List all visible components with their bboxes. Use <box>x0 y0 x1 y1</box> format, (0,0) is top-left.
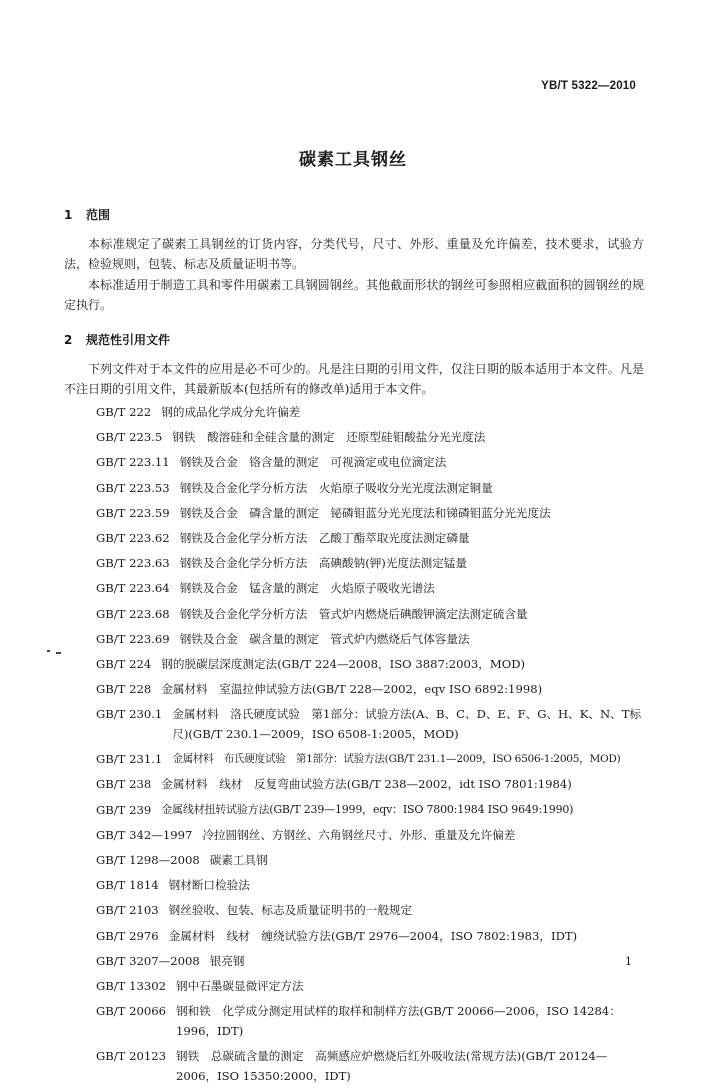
reference-code: GB/T 224 <box>96 656 152 671</box>
reference-title: 钢铁及合金化学分析方法 高碘酸钠(钾)光度法测定锰量 <box>179 556 467 571</box>
reference-item <box>96 654 646 674</box>
scope-paragraph-2: 本标准适用于制造工具和零件用碳素工具钢圆钢丝。其他截面形状的钢丝可参照相应截面积的圆钢丝的规定执行。 <box>64 278 644 312</box>
reference-item <box>96 452 646 472</box>
reference-title: 钢铁及合金化学分析方法 火焰原子吸收分光光度法测定铜量 <box>179 480 493 495</box>
reference-code: GB/T 1814 <box>96 878 159 893</box>
scan-speck <box>56 652 61 654</box>
scope-paragraph-1: 本标准规定了碳素工具钢丝的订货内容，分类代号，尺寸、外形、重量及允许偏差，技术要求，试验方法，检验规则，包装、标志及质量证明书等。 <box>64 237 644 271</box>
section-heading-normative-references <box>64 331 170 348</box>
reference-title: 钢铁及合金化学分析方法 乙酸丁酯萃取光度法测定磷量 <box>179 530 470 545</box>
reference-item <box>96 976 646 996</box>
reference-code: GB/T 223.11 <box>96 455 170 470</box>
reference-item <box>96 528 646 548</box>
reference-item <box>96 629 646 649</box>
reference-code: GB/T 20123 <box>96 1049 166 1064</box>
reference-item <box>96 704 646 744</box>
reference-code: GB/T 223.59 <box>96 505 170 520</box>
reference-item <box>96 402 646 422</box>
reference-title: 钢铁 总碳硫含量的测定 高频感应炉燃烧后红外吸收法(常规方法)(GB/T 20124—2006，ISO 15350:2000，IDT) <box>176 1049 608 1084</box>
reference-code: GB/T 20066 <box>96 1004 166 1019</box>
section-heading-scope <box>64 206 110 223</box>
document-title: 碳素工具钢丝 <box>299 150 407 170</box>
reference-code: GB/T 223.64 <box>96 581 170 596</box>
reference-code: GB/T 222 <box>96 405 152 419</box>
section-title: 范围 <box>86 208 111 222</box>
reference-title: 钢铁及合金化学分析方法 管式炉内燃烧后碘酸钾滴定法测定硫含量 <box>179 606 528 621</box>
reference-item <box>96 900 646 920</box>
section-number: 2 <box>64 333 73 347</box>
reference-item <box>96 679 646 699</box>
reference-title: 金属线材扭转试验方法(GB/T 239—1999，eqv：ISO 7800:1984 ISO 9649:1990) <box>161 802 574 816</box>
reference-item <box>96 427 646 447</box>
standard-code: YB/T 5322—2010 <box>541 80 636 92</box>
reference-title: 钢铁及合金 铬含量的测定 可视滴定或电位滴定法 <box>179 455 447 470</box>
reference-code: GB/T 342—1997 <box>96 827 193 842</box>
references-intro-paragraph: 下列文件对于本文件的应用是必不可少的。凡是注日期的引用文件，仅注日期的版本适用于本文件。凡是不注日期的引用文件，其最新版本(包括所有的修改单)适用于本文件。 <box>64 362 644 396</box>
reference-code: GB/T 239 <box>96 802 152 817</box>
reference-title: 冷拉圆钢丝、方钢丝、六角钢丝尺寸、外形、重量及允许偏差 <box>202 827 516 842</box>
reference-item <box>96 774 646 794</box>
reference-title: 金属材料 线材 缠绕试验方法(GB/T 2976—2004，ISO 7802:1983，IDT) <box>168 928 578 943</box>
reference-item <box>96 926 646 946</box>
reference-code: GB/T 1298—2008 <box>96 853 200 867</box>
reference-list <box>96 402 646 1091</box>
reference-code: GB/T 223.62 <box>96 530 170 545</box>
reference-title: 钢铁及合金 锰含量的测定 火焰原子吸收光谱法 <box>179 581 435 596</box>
reference-item <box>96 578 646 598</box>
reference-code: GB/T 223.69 <box>96 631 170 646</box>
reference-title: 钢和铁 化学成分测定用试样的取样和制样方法(GB/T 20066—2006，ISO 14284：1996，IDT) <box>176 1004 621 1039</box>
reference-code: GB/T 230.1 <box>96 707 163 722</box>
reference-code: GB/T 228 <box>96 682 152 697</box>
reference-item <box>96 749 646 769</box>
reference-title: 碳素工具钢 <box>209 853 268 867</box>
section-number: 1 <box>64 208 73 222</box>
reference-code: GB/T 223.53 <box>96 480 170 495</box>
reference-title: 钢中石墨碳显微评定方法 <box>176 978 304 993</box>
reference-code: GB/T 223.68 <box>96 606 170 621</box>
reference-item <box>96 553 646 573</box>
reference-item <box>96 1001 646 1041</box>
reference-code: GB/T 231.1 <box>96 752 163 767</box>
reference-title: 金属材料 布氏硬度试验 第1部分：试验方法(GB/T 231.1—2009，ISO 6506-1:2005，MOD) <box>172 753 621 766</box>
reference-title: 金属材料 室温拉伸试验方法(GB/T 228—2002，eqv ISO 6892:1998) <box>161 682 543 697</box>
scan-speck <box>47 650 50 652</box>
reference-title: 钢材断口检验法 <box>168 878 250 893</box>
reference-code: GB/T 238 <box>96 777 152 792</box>
reference-title: 钢的成品化学成分允许偏差 <box>161 405 301 419</box>
section-title: 规范性引用文件 <box>86 333 171 347</box>
reference-item <box>96 800 646 820</box>
reference-item <box>96 951 646 971</box>
reference-item <box>96 604 646 624</box>
reference-title: 钢铁及合金 磷含量的测定 铋磷钼蓝分光光度法和锑磷钼蓝分光光度法 <box>179 505 551 520</box>
reference-code: GB/T 223.5 <box>96 430 163 445</box>
reference-item <box>96 1046 646 1086</box>
reference-title: 钢的脱碳层深度测定法(GB/T 224—2008，ISO 3887:2003，MOD) <box>161 656 526 671</box>
reference-item <box>96 825 646 845</box>
reference-code: GB/T 2103 <box>96 903 159 918</box>
reference-code: GB/T 13302 <box>96 978 166 993</box>
reference-title: 银亮钢 <box>209 953 245 968</box>
reference-title: 钢丝验收、包装、标志及质量证明书的一般规定 <box>168 903 413 918</box>
reference-title: 钢铁 酸溶硅和全硅含量的测定 还原型硅钼酸盐分光光度法 <box>172 430 486 445</box>
reference-code: GB/T 223.63 <box>96 556 170 571</box>
reference-code: GB/T 3207—2008 <box>96 953 200 968</box>
reference-title: 金属材料 洛氏硬度试验 第1部分：试验方法(A、B、C、D、E、F、G、H、K、N、T标尺)(GB/T 230.1—2009，ISO 6508-1:2005，MOD) <box>172 707 642 742</box>
reference-code: GB/T 2976 <box>96 928 159 943</box>
reference-item <box>96 850 646 870</box>
page-number: 1 <box>625 955 632 968</box>
reference-title: 金属材料 线材 反复弯曲试验方法(GB/T 238—2002，idt ISO 7801:1984) <box>161 777 572 792</box>
reference-item <box>96 478 646 498</box>
reference-item <box>96 875 646 895</box>
reference-item <box>96 503 646 523</box>
reference-title: 钢铁及合金 碳含量的测定 管式炉内燃烧后气体容量法 <box>179 631 470 646</box>
